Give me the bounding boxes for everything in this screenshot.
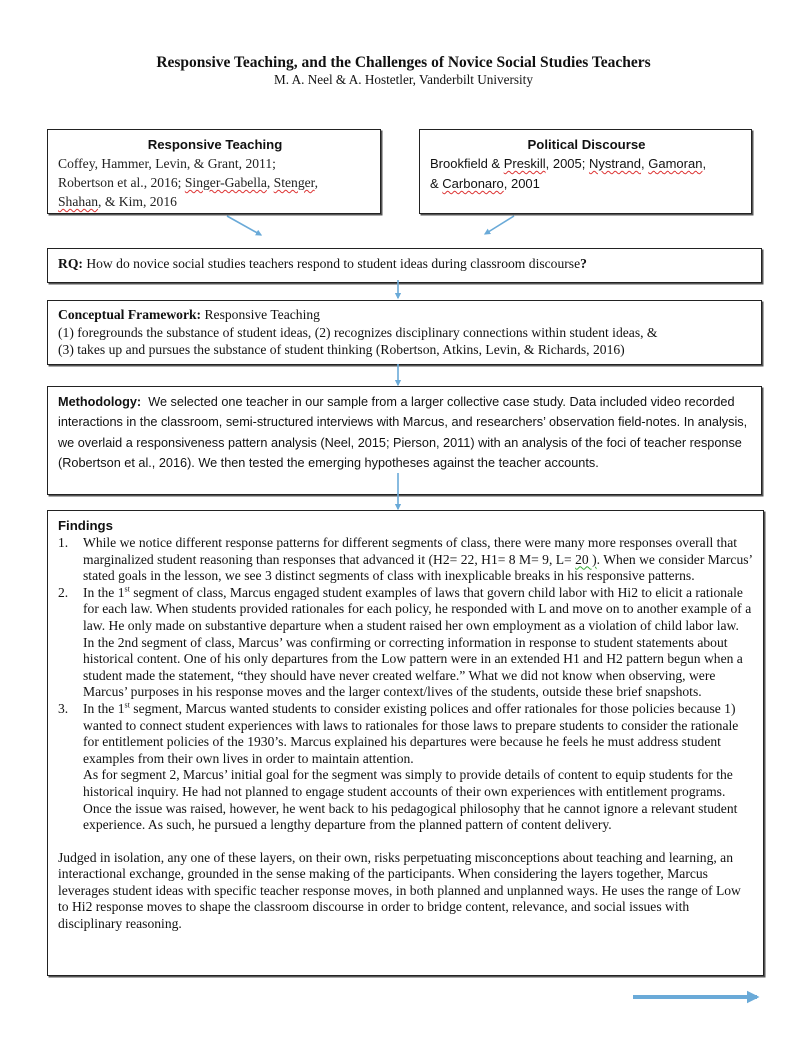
poster-authors: M. A. Neel & A. Hostetler, Vanderbilt University	[274, 72, 533, 87]
finding-text-flagged: 20 )	[575, 551, 597, 567]
rq-question-mark: ?	[580, 256, 587, 271]
responsive-teaching-heading: Responsive Teaching	[147, 137, 283, 152]
finding-text: segment of class, Marcus engaged student examples of laws that govern child labor with Hi2 to elicit a rationale for each law. When students provided rationales for each policy, he responded with L and move on to another example of a law. He only made on substantive departure when a student raised her own employment as a violation of child labor law. In the 2nd segment of class, Marcus’ was confirming or correcting information in response to student statements about historical content. One of his only departures from the Low pattern were in an extended H1 and H2 pattern begun when a student made the statement, “they should have never created welfare.” What we did not know when observing, were Marcus’ purposes in his response moves and the larger context/lives of the students, outside these brief snapshots.	[83, 584, 752, 700]
rq-label: RQ:	[58, 256, 83, 271]
ordinal-suffix: st	[124, 700, 130, 710]
citation-text: ,	[702, 156, 707, 171]
cf-line-1: (1) foregrounds the substance of student ideas, (2) recognizes disciplinary connections within student ideas, &	[58, 324, 658, 340]
citation-name: Carbonaro	[442, 176, 504, 191]
cf-subtitle: Responsive Teaching	[201, 307, 320, 322]
findings-conclusion: Judged in isolation, any one of these layers, on their own, risks perpetuating misconceptions about teaching and learning, an interactional exchange, grounded in the sense making of the participants. When considering the layers together, Marcus leverages student ideas with specific teacher response moves, in both planned and unplanned ways. He uses the range of Low to Hi2 response moves to shape the classroom discourse in order to bridge content, relevance, and social issues with disciplinary reasoning.	[58, 849, 741, 932]
finding-text-segment-2: As for segment 2, Marcus’ initial goal for the segment was simply to provide details of content to equip students for the historical inquiry. He had not planned to engage student accounts of their own experiences with entitlement programs. Once the issue was raised, however, he went back to his pedagogical philosophy that he cannot ignore a relevant student experience. As such, he pursued a lengthy departure from the planned pattern of content delivery.	[83, 767, 738, 833]
arrow-icon	[485, 216, 514, 234]
finding-text: In the 1	[83, 700, 125, 716]
finding-text: While we notice different response patterns for different segments of class, there were many more responses overall that marginalized student reasoning than responses that advanced it (H2= 22, H1= 8 M= 9, L=	[83, 535, 738, 567]
finding-text: In the 1	[83, 584, 125, 600]
citation-name: Singer-Gabella	[184, 175, 267, 190]
citation-text: , 2001	[503, 176, 540, 191]
finding-number: 3.	[58, 700, 69, 716]
citation-text: Robertson et al., 2016;	[58, 175, 185, 190]
finding-text: segment, Marcus wanted students to consider existing polices and offer rationales for those policies because 1) wanted to connect student experiences with laws to rationales for those laws to prepare students to consider the rationale for entitlement policies of the 1930’s. Marcus explained his departures were because he feels he must address student examples from their own lives in order to maintain attention.	[83, 700, 739, 766]
citation-line: Coffey, Hammer, Levin, & Grant, 2011;	[58, 156, 276, 171]
political-discourse-heading: Political Discourse	[527, 137, 646, 152]
findings-heading: Findings	[58, 518, 113, 533]
finding-number: 1.	[58, 535, 69, 550]
citation-text: , 2005;	[545, 156, 589, 171]
citation-text: ,	[266, 175, 274, 190]
cf-label: Conceptual Framework:	[58, 307, 202, 322]
citation-text: &	[430, 176, 443, 191]
citation-text: ,	[314, 175, 319, 190]
citation-name: Shahan	[58, 194, 99, 209]
finding-text: . When we consider Marcus’ stated goals in the lesson, we see 3 distinct segments of class with inexplicable breaks in his responsive patterns.	[83, 551, 753, 584]
methodology-label: Methodology:	[58, 395, 142, 409]
citation-name: Nystrand	[588, 156, 642, 171]
arrow-icon	[227, 216, 261, 235]
citation-text: ,	[641, 156, 649, 171]
rq-text: How do novice social studies teachers respond to student ideas during classroom discourse	[82, 256, 581, 271]
citation-text: , & Kim, 2016	[98, 194, 177, 209]
citation-name: Preskill	[503, 156, 546, 171]
cf-line-2: (3) takes up and pursues the substance of student thinking (Robertson, Atkins, Levin, & Richards, 2016)	[58, 342, 625, 357]
poster-title: Responsive Teaching, and the Challenges of Novice Social Studies Teachers	[156, 54, 651, 71]
methodology-text: We selected one teacher in our sample from a larger collective case study. Data included video recorded interactions in the classroom, semi-structured interviews with Marcus, and researchers’ observation field-notes. In analysis, we overlaid a responsiveness pattern analysis (Neel, 2015; Pierson, 2011) with an analysis of the foci of teacher response (Robertson et al., 2016). We then tested the emerging hypotheses against the teacher accounts.	[58, 395, 751, 470]
finding-number: 2.	[58, 584, 69, 600]
citation-name: Gamoran	[648, 156, 703, 171]
ordinal-suffix: st	[124, 584, 130, 594]
citation-text: Brookfield &	[430, 156, 504, 171]
citation-name: Stenger	[273, 175, 315, 190]
